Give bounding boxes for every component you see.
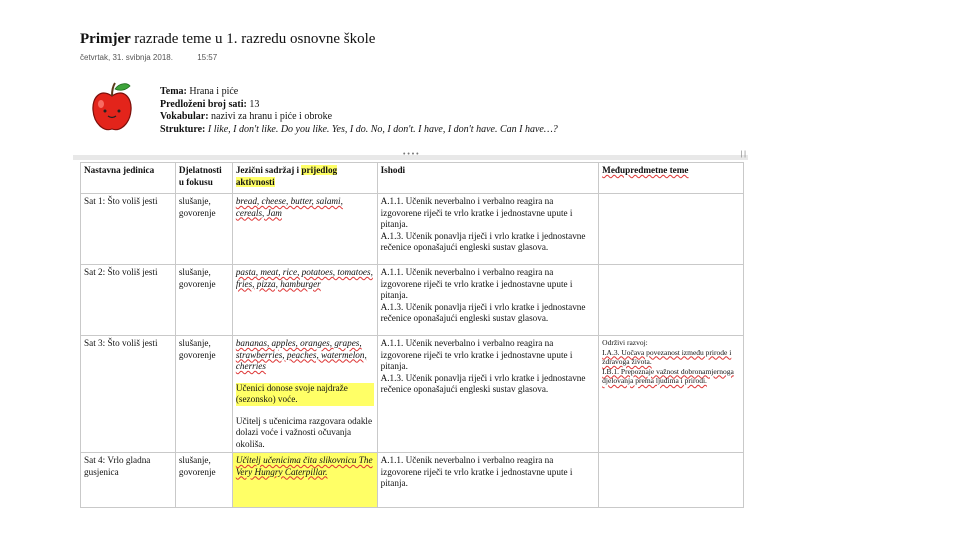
note-date — [80, 53, 217, 62]
header-content: Jezični sadržaj i prijedlog aktivnosti — [232, 163, 377, 194]
lesson-table — [80, 162, 744, 508]
info-tema: Tema: Hrana i piće — [160, 86, 239, 97]
cell-cross — [599, 194, 744, 265]
cell-outcomes: A.1.1. Učenik neverbalno i verbalno reagira na izgovorene riječi te vrlo kratke i jednostavne upute i pitanja. A.1.3. Učenik ponavlja riječi i vrlo kratke i jednostavne rečenice oponašajući engleski sustav glasova. — [377, 336, 599, 453]
page-title: Primjer razrade teme u 1. razredu osnovne škole — [80, 31, 376, 47]
table-row — [81, 194, 744, 265]
cell-unit: Sat 1: Što voliš jesti — [81, 194, 176, 265]
cell-activity: slušanje, govorenje — [175, 194, 232, 265]
header-cross: Međupredmetne teme — [599, 163, 744, 194]
resize-icon[interactable]: | | — [740, 151, 746, 158]
cell-activity: slušanje, govorenje — [175, 453, 232, 508]
cell-content: Učitelj učenicima čita slikovnicu The Very Hungry Caterpillar. — [232, 453, 377, 508]
info-strukture: Strukture: I like, I don't like. Do you like. Yes, I do. No, I don't. I have, I don't have. Can I have…? — [160, 123, 558, 135]
cell-unit: Sat 3: Što voliš jesti — [81, 336, 176, 453]
apple-icon — [90, 80, 134, 134]
time-text: 15:57 — [197, 53, 218, 62]
info-sati: Predloženi broj sati: 13 — [160, 98, 260, 110]
table-row — [81, 265, 744, 336]
table-row — [81, 453, 744, 508]
date-text: četvrtak, 31. svibnja 2018. — [80, 53, 173, 62]
cell-content: pasta, meat, rice, potatoes, tomatoes, fries, pizza, hamburger — [232, 265, 377, 336]
header-unit: Nastavna jedinica — [81, 163, 176, 194]
drag-handle-icon[interactable]: • • • • — [403, 151, 419, 158]
cell-content: bananas, apples, oranges, grapes, strawberries, peaches, watermelon, cherries Učenici donose svoje najdraže (sezonsko) voće. Učitelj s učenicima razgovara odakle dolazi voće i važnosti očuvanja okoliša. — [232, 336, 377, 453]
table-row — [81, 336, 744, 453]
topic-info — [160, 86, 558, 136]
cell-outcomes: A.1.1. Učenik neverbalno i verbalno reagira na izgovorene riječi te vrlo kratke i jednostavne upute i pitanja. A.1.3. Učenik ponavlja riječi i vrlo kratke i jednostavne rečenice oponašajući engleski sustav glasova. — [377, 194, 599, 265]
cell-cross — [599, 265, 744, 336]
cell-unit: Sat 2: Što voliš jesti — [81, 265, 176, 336]
cell-outcomes: A.1.1. Učenik neverbalno i verbalno reagira na izgovorene riječi te vrlo kratke i jednostavne upute i pitanja. — [377, 453, 599, 508]
cell-activity: slušanje, govorenje — [175, 336, 232, 453]
cell-unit: Sat 4: Vrlo gladna gusjenica — [81, 453, 176, 508]
cell-cross — [599, 453, 744, 508]
table-container-handle[interactable] — [73, 151, 748, 160]
header-activity: Djelatnosti u fokusu — [175, 163, 232, 194]
cell-cross: Održivi razvoj: I.A.3. Uočava povezanost između prirode i zdravoga života. I.B.1. Prepoznaje važnost dobronamjernoga djelovanja prema ljudima i prirodi. — [599, 336, 744, 453]
cell-activity: slušanje, govorenje — [175, 265, 232, 336]
cell-outcomes: A.1.1. Učenik neverbalno i verbalno reagira na izgovorene riječi te vrlo kratke i jednostavne upute i pitanja. A.1.3. Učenik ponavlja riječi i vrlo kratke i jednostavne rečenice oponašajući engleski sustav glasova. — [377, 265, 599, 336]
cell-content: bread, cheese, butter, salami, cereals, Jam — [232, 194, 377, 265]
table-header-row — [81, 163, 744, 194]
lesson-table-container — [80, 162, 744, 509]
info-vokabular: Vokabular: nazivi za hranu i piće i obroke — [160, 111, 333, 122]
header-outcomes: Ishodi — [377, 163, 599, 194]
